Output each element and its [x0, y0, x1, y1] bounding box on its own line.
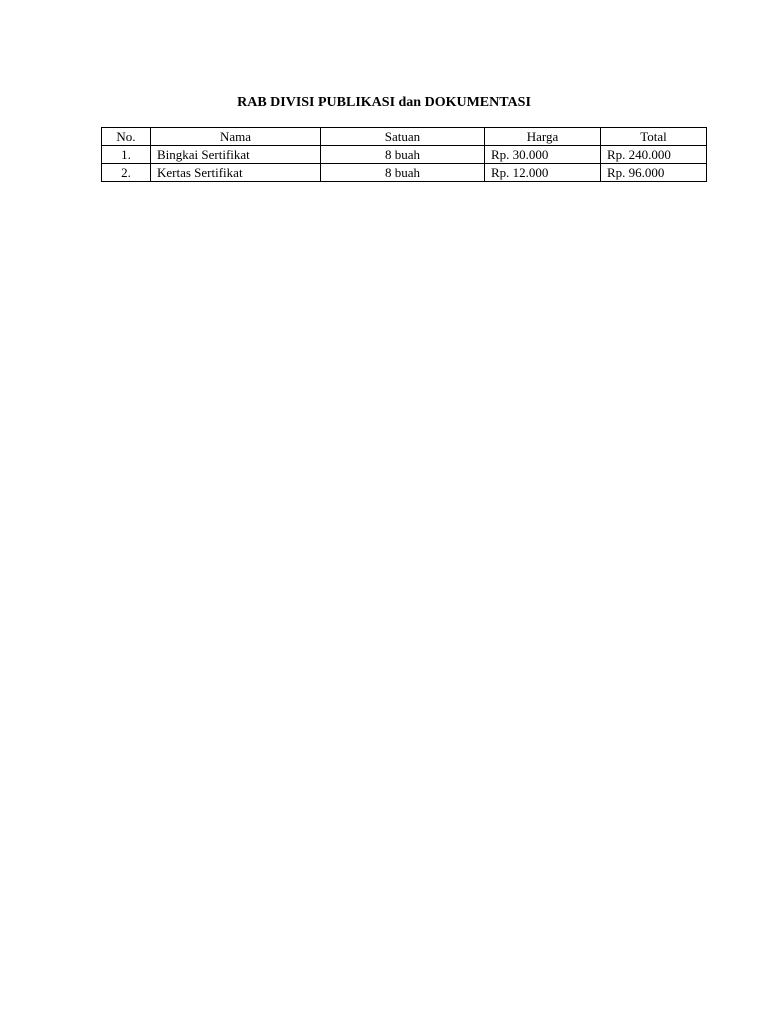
cell-total: Rp. 240.000 — [601, 146, 707, 164]
table-row — [102, 164, 707, 182]
cell-harga: Rp. 12.000 — [485, 164, 601, 182]
cell-nama: Kertas Sertifikat — [151, 164, 321, 182]
header-nama: Nama — [151, 128, 321, 146]
table-header — [102, 128, 707, 146]
document-title: RAB DIVISI PUBLIKASI dan DOKUMENTASI — [237, 95, 531, 110]
budget-table — [101, 127, 707, 182]
header-no: No. — [102, 128, 151, 146]
cell-satuan: 8 buah — [321, 164, 485, 182]
cell-satuan: 8 buah — [321, 146, 485, 164]
header-satuan: Satuan — [321, 128, 485, 146]
table-row — [102, 146, 707, 164]
cell-total: Rp. 96.000 — [601, 164, 707, 182]
table-body — [102, 146, 707, 182]
cell-nama: Bingkai Sertifikat — [151, 146, 321, 164]
header-harga: Harga — [485, 128, 601, 146]
header-total: Total — [601, 128, 707, 146]
cell-no: 2. — [102, 164, 151, 182]
table-header-row — [102, 128, 707, 146]
cell-harga: Rp. 30.000 — [485, 146, 601, 164]
cell-no: 1. — [102, 146, 151, 164]
